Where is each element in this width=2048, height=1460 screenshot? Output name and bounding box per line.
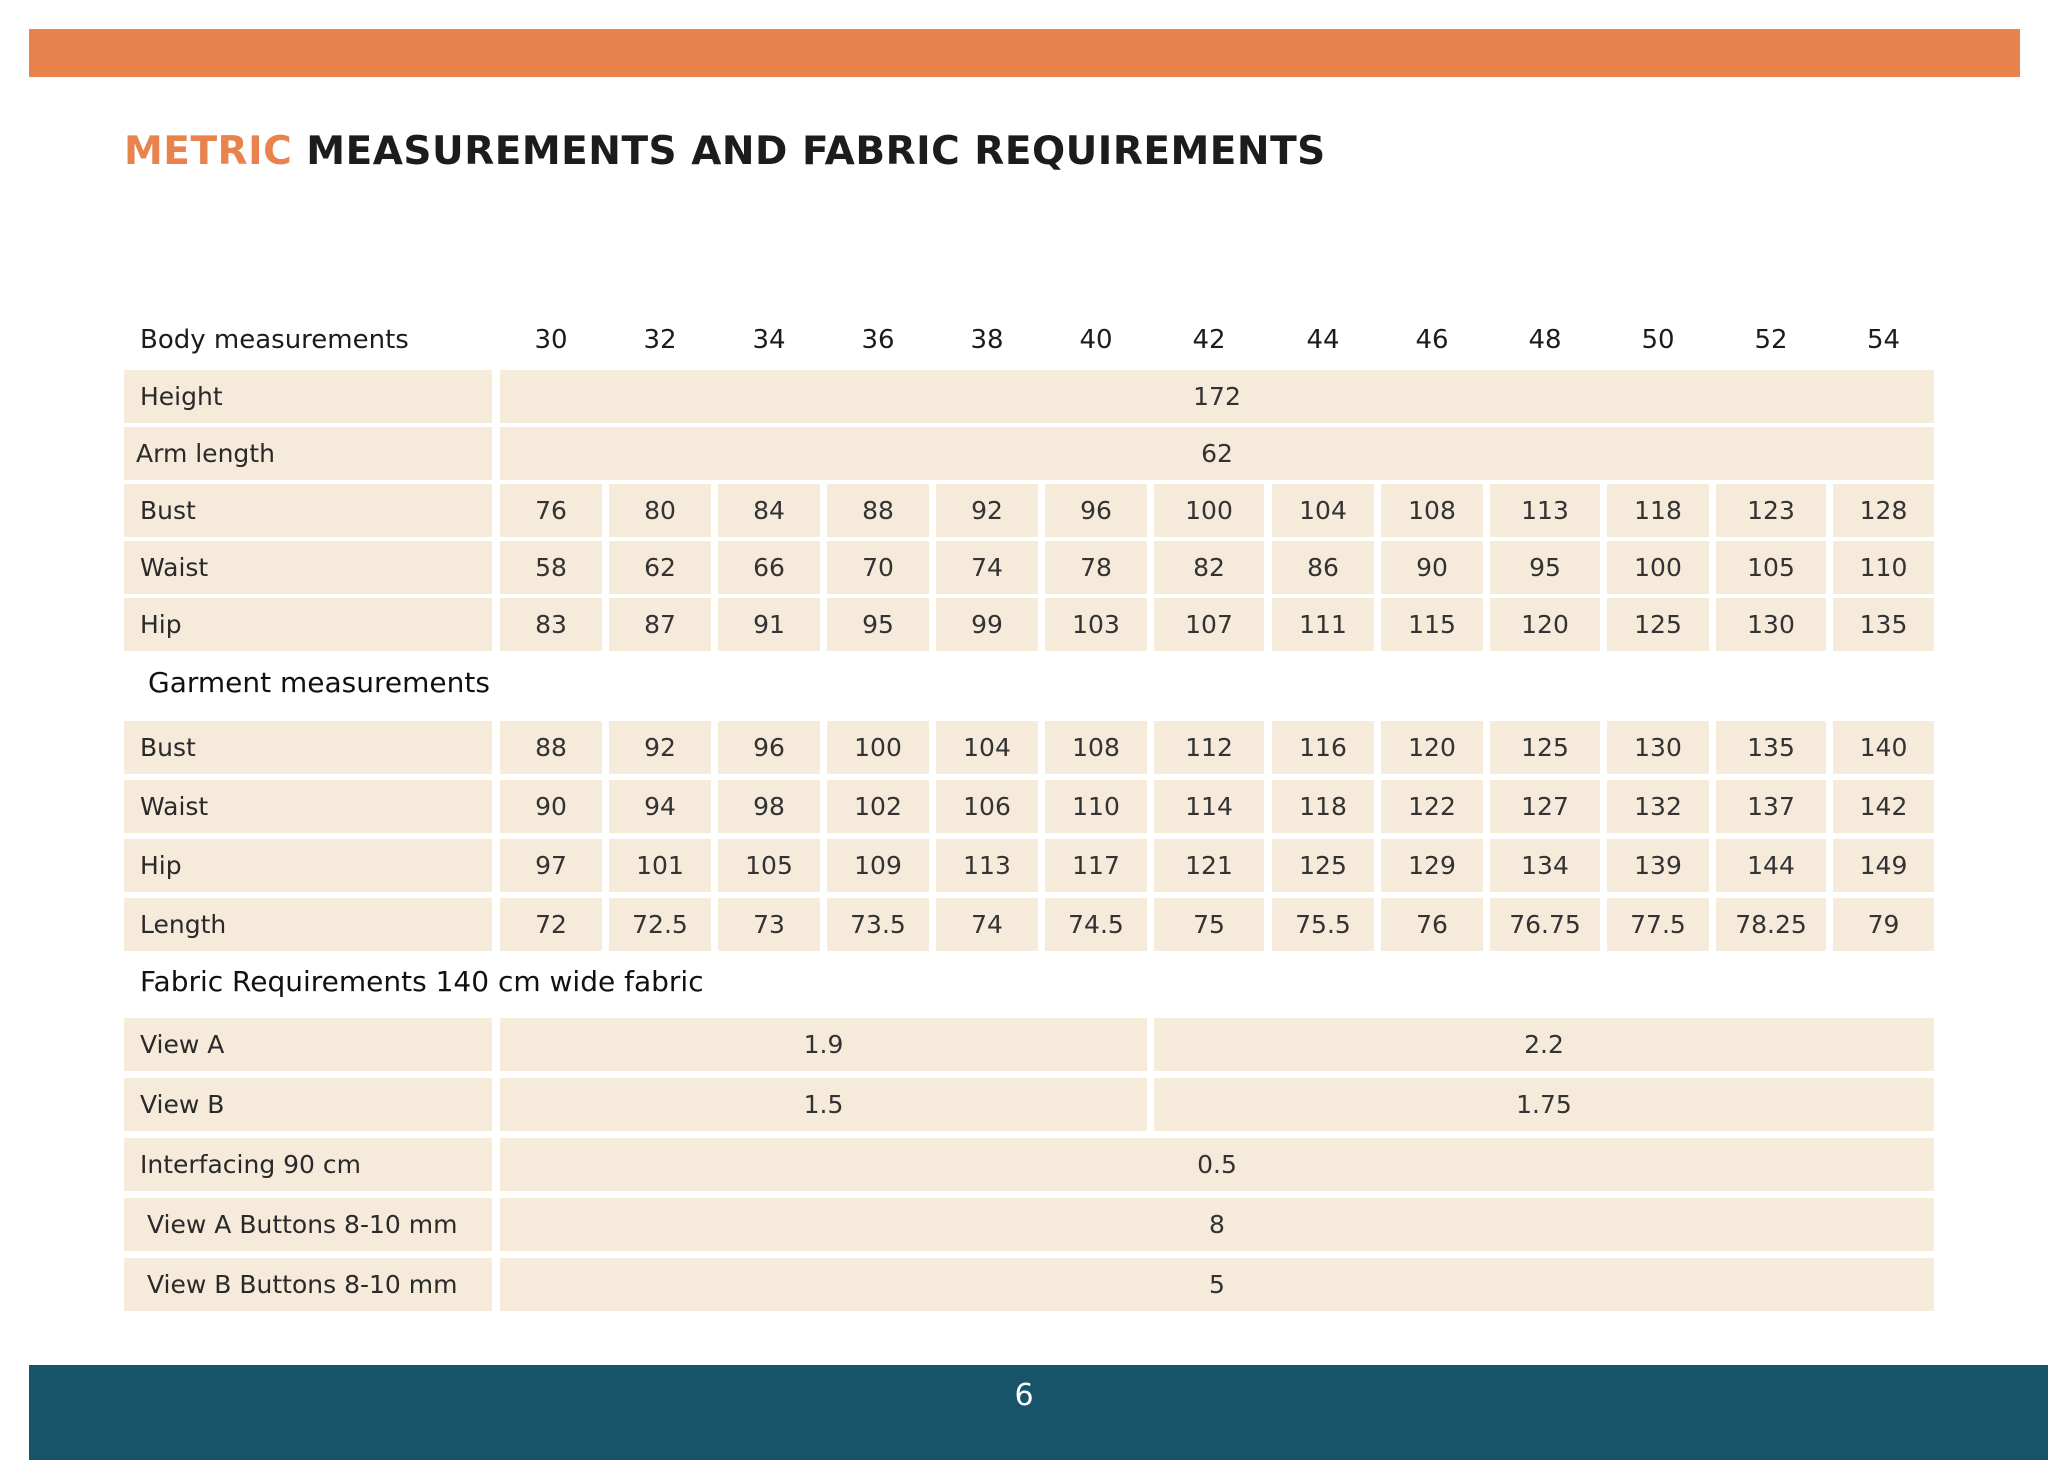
view-b-row [124,1078,1934,1131]
table-cell: 122 [1381,780,1483,833]
table-cell: 73.5 [827,898,929,951]
table-cell: 84 [718,484,820,537]
table-cell: 92 [936,484,1038,537]
table-cell: 99 [936,598,1038,651]
table-cell: 72 [500,898,602,951]
fabric-requirements-heading: Fabric Requirements 140 cm wide fabric [140,965,704,998]
view-b-buttons-value: 5 [500,1258,1934,1311]
row-label: Hip [124,598,492,651]
table-cell: 110 [1833,541,1934,594]
table-cell: 105 [1716,541,1826,594]
table-cell: 94 [609,780,711,833]
size-header: 54 [1866,324,1901,355]
table-cell: 98 [718,780,820,833]
table-cell: 74 [936,541,1038,594]
table-cell: 135 [1833,598,1934,651]
page-title [124,124,1326,179]
table-cell: 108 [1045,721,1147,774]
table-cell: 125 [1272,839,1374,892]
size-header: 44 [1306,324,1340,355]
table-cell: 111 [1272,598,1374,651]
size-header: 52 [1754,324,1788,355]
table-cell: 86 [1272,541,1374,594]
table-cell: 109 [827,839,929,892]
table-cell: 139 [1607,839,1709,892]
height-value: 172 [500,370,1934,423]
table-cell: 144 [1716,839,1826,892]
table-cell: 100 [827,721,929,774]
table-cell: 132 [1607,780,1709,833]
table-cell: 82 [1154,541,1264,594]
table-cell: 130 [1607,721,1709,774]
table-cell: 108 [1381,484,1483,537]
row-label: Height [124,370,492,423]
view-b-large-sizes-value: 1.75 [1154,1078,1934,1131]
table-cell: 90 [500,780,602,833]
table-cell: 100 [1607,541,1709,594]
size-header: 40 [1079,324,1113,355]
size-header: 32 [643,324,677,355]
body-bust-row [124,484,1934,537]
table-cell: 115 [1381,598,1483,651]
body-measurements-heading: Body measurements [140,324,409,355]
table-cell: 134 [1490,839,1600,892]
row-label: Bust [124,721,492,774]
size-header: 36 [861,324,895,355]
view-a-buttons-row [124,1198,1934,1251]
table-cell: 104 [1272,484,1374,537]
table-cell: 128 [1833,484,1934,537]
table-cell: 127 [1490,780,1600,833]
table-cell: 62 [609,541,711,594]
top-accent-bar [29,29,2020,77]
page-number: 6 [1014,1378,1034,1413]
row-label: Hip [124,839,492,892]
row-label: View A [124,1018,492,1071]
garment-hip-row [124,839,1934,892]
row-label: View B Buttons 8-10 mm [124,1258,492,1311]
size-header: 30 [534,324,568,355]
table-cell: 113 [936,839,1038,892]
table-cell: 95 [1490,541,1600,594]
title-accent: METRIC [124,129,293,174]
table-cell: 135 [1716,721,1826,774]
table-cell: 88 [827,484,929,537]
view-b-buttons-row [124,1258,1934,1311]
table-cell: 91 [718,598,820,651]
table-cell: 105 [718,839,820,892]
table-cell: 76 [1381,898,1483,951]
table-cell: 76 [500,484,602,537]
row-label: Waist [124,541,492,594]
table-cell: 74 [936,898,1038,951]
table-cell: 129 [1381,839,1483,892]
size-header: 42 [1192,324,1226,355]
garment-measurements-heading: Garment measurements [148,666,490,699]
size-header-row [124,313,1934,366]
table-cell: 149 [1833,839,1934,892]
interfacing-row [124,1138,1934,1191]
table-cell: 125 [1490,721,1600,774]
table-cell: 100 [1154,484,1264,537]
table-cell: 79 [1833,898,1934,951]
table-cell: 70 [827,541,929,594]
table-cell: 88 [500,721,602,774]
row-label: Length [124,898,492,951]
size-header: 38 [970,324,1004,355]
view-a-small-sizes-value: 1.9 [500,1018,1147,1071]
row-label: Waist [124,780,492,833]
table-cell: 112 [1154,721,1264,774]
table-cell: 121 [1154,839,1264,892]
table-cell: 116 [1272,721,1374,774]
table-cell: 77.5 [1607,898,1709,951]
table-cell: 106 [936,780,1038,833]
view-b-small-sizes-value: 1.5 [500,1078,1147,1131]
table-cell: 101 [609,839,711,892]
table-cell: 80 [609,484,711,537]
table-cell: 74.5 [1045,898,1147,951]
size-header: 34 [752,324,786,355]
table-cell: 78.25 [1716,898,1826,951]
table-cell: 130 [1716,598,1826,651]
table-cell: 107 [1154,598,1264,651]
garment-length-row [124,898,1934,951]
row-label: View B [124,1078,492,1131]
row-label: Arm length [124,427,492,480]
table-cell: 96 [1045,484,1147,537]
body-waist-row [124,541,1934,594]
interfacing-value: 0.5 [500,1138,1934,1191]
size-header: 48 [1528,324,1562,355]
title-rest: MEASUREMENTS AND FABRIC REQUIREMENTS [306,129,1326,174]
table-cell: 123 [1716,484,1826,537]
body-hip-row [124,598,1934,651]
table-cell: 75.5 [1272,898,1374,951]
table-cell: 110 [1045,780,1147,833]
table-cell: 113 [1490,484,1600,537]
table-cell: 118 [1607,484,1709,537]
row-label: View A Buttons 8-10 mm [124,1198,492,1251]
table-cell: 58 [500,541,602,594]
size-header: 46 [1415,324,1449,355]
table-cell: 72.5 [609,898,711,951]
table-cell: 140 [1833,721,1934,774]
table-cell: 120 [1490,598,1600,651]
table-cell: 87 [609,598,711,651]
table-cell: 96 [718,721,820,774]
table-cell: 104 [936,721,1038,774]
table-cell: 75 [1154,898,1264,951]
height-row [124,370,1934,423]
table-cell: 92 [609,721,711,774]
table-cell: 76.75 [1490,898,1600,951]
table-cell: 95 [827,598,929,651]
table-cell: 142 [1833,780,1934,833]
view-a-row [124,1018,1934,1071]
table-cell: 117 [1045,839,1147,892]
table-cell: 102 [827,780,929,833]
arm-length-value: 62 [500,427,1934,480]
table-cell: 114 [1154,780,1264,833]
table-cell: 103 [1045,598,1147,651]
table-cell: 73 [718,898,820,951]
row-label: Bust [124,484,492,537]
table-cell: 90 [1381,541,1483,594]
view-a-buttons-value: 8 [500,1198,1934,1251]
table-cell: 118 [1272,780,1374,833]
table-cell: 137 [1716,780,1826,833]
table-cell: 97 [500,839,602,892]
table-cell: 66 [718,541,820,594]
table-cell: 78 [1045,541,1147,594]
arm-length-row [124,427,1934,480]
table-cell: 125 [1607,598,1709,651]
garment-waist-row [124,780,1934,833]
row-label: Interfacing 90 cm [124,1138,492,1191]
table-cell: 120 [1381,721,1483,774]
table-cell: 83 [500,598,602,651]
view-a-large-sizes-value: 2.2 [1154,1018,1934,1071]
size-header: 50 [1641,324,1675,355]
garment-bust-row [124,721,1934,774]
